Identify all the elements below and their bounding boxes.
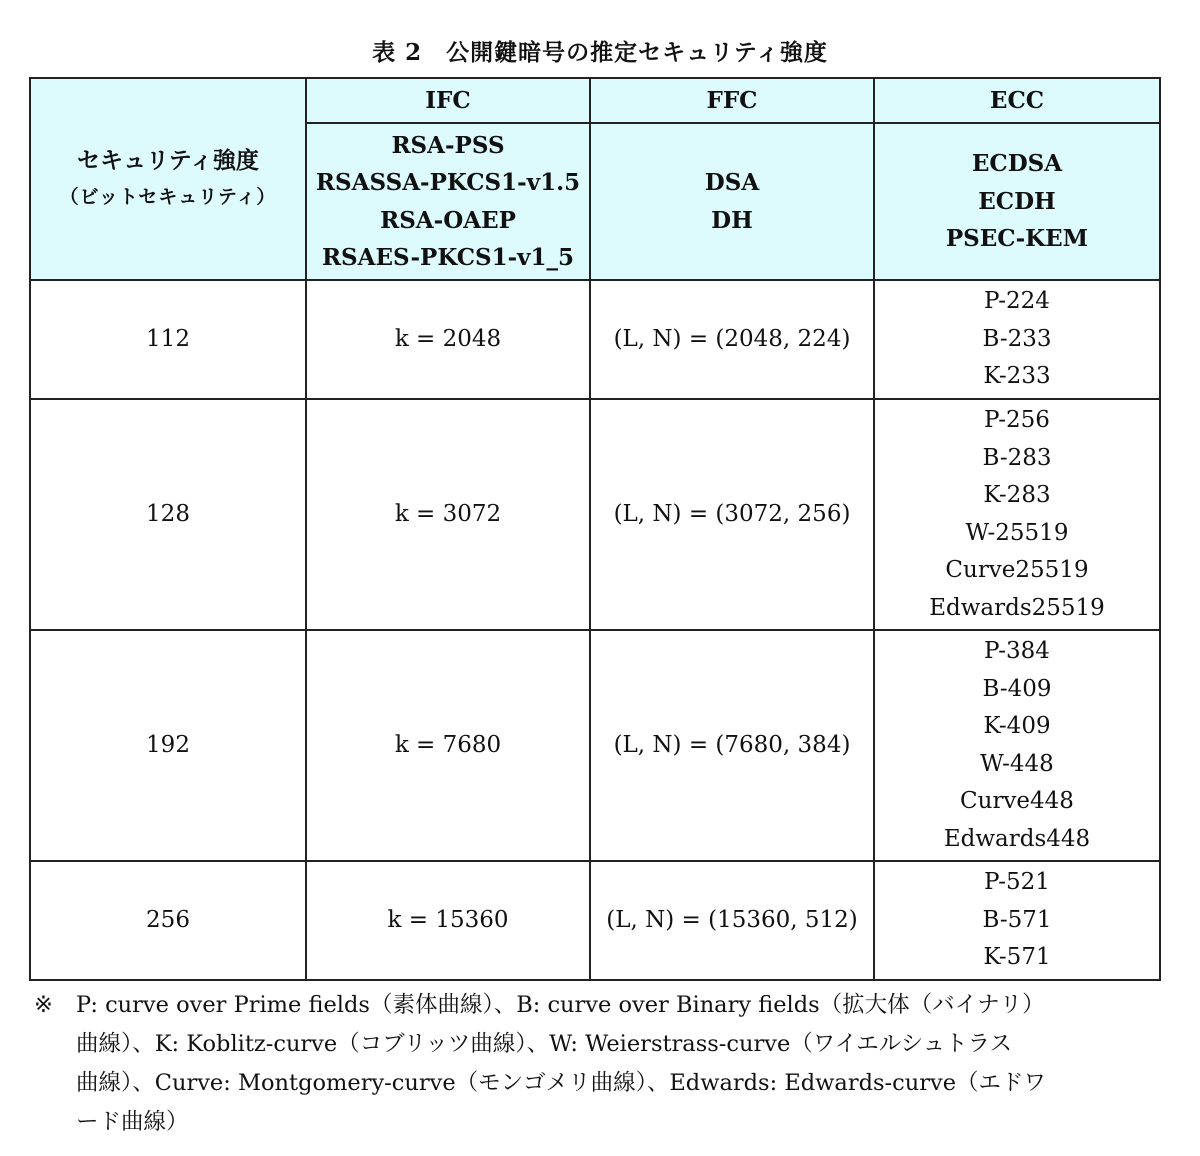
curve-name: W-25519 [965, 519, 1069, 546]
footnote-line: 曲線）、Curve: Montgomery-curve（モンゴメリ曲線）、Edwards: Edwards-curve（エドワ [76, 1070, 1047, 1096]
footnote [34, 986, 1164, 1142]
header-strength-sublabel: （ビットセキュリティ） [59, 186, 277, 208]
curve-name: K-409 [983, 713, 1051, 739]
curve-name: K-571 [983, 944, 1051, 971]
algorithm-name: ECDH [978, 187, 1056, 215]
algorithm-name: RSASSA-PKCS1-v1.5 [315, 169, 581, 196]
footnote-body [76, 986, 1164, 1142]
table-row [30, 630, 1160, 861]
header-group-ecc: ECC [874, 78, 1160, 123]
strength-cell: 256 [30, 861, 306, 980]
algorithm-name: DH [711, 206, 753, 234]
algorithm-name: DSA [704, 169, 760, 196]
curve-name: W-448 [980, 750, 1054, 777]
header-security-strength [30, 78, 306, 280]
curve-name: P-384 [984, 638, 1050, 664]
curve-name: P-224 [984, 288, 1050, 315]
ifc-param-cell: k = 15360 [306, 861, 590, 980]
strength-cell: 192 [30, 630, 306, 861]
curve-name: K-283 [983, 482, 1051, 508]
footnote-mark: ※ [34, 992, 53, 1018]
table-row [30, 280, 1160, 399]
ecc-curves-cell [874, 630, 1160, 861]
header-ecc-algorithms [874, 123, 1160, 280]
table-row [30, 399, 1160, 630]
algorithm-name: PSEC-KEM [945, 225, 1089, 253]
ifc-param-cell: k = 2048 [306, 280, 590, 399]
curve-name: Edwards25519 [929, 594, 1105, 621]
ffc-param-cell: (L, N) = (15360, 512) [590, 861, 874, 980]
footnote-line: 曲線）、K: Koblitz-curve（コブリッツ曲線）、W: Weierstrass-curve（ワイエルシュトラス [76, 1031, 1013, 1057]
strength-cell: 128 [30, 399, 306, 630]
curve-name: K-233 [983, 363, 1051, 390]
curve-name: P-256 [984, 407, 1050, 433]
ffc-param-cell: (L, N) = (3072, 256) [590, 399, 874, 630]
curve-name: Curve448 [960, 788, 1074, 814]
algorithm-name: RSA-PSS [391, 131, 505, 159]
header-group-ifc: IFC [306, 78, 590, 123]
strength-cell: 112 [30, 280, 306, 399]
security-strength-table [29, 77, 1161, 981]
header-ffc-algorithms [590, 123, 874, 280]
curve-name: Curve25519 [945, 557, 1089, 583]
footnote-line: ード曲線） [76, 1109, 189, 1135]
header-group-ffc: FFC [590, 78, 874, 123]
ecc-curves-cell [874, 861, 1160, 980]
ecc-curves-cell [874, 280, 1160, 399]
algorithm-name: ECDSA [971, 150, 1063, 178]
curve-name: B-233 [982, 325, 1052, 352]
curve-name: B-409 [982, 675, 1052, 702]
table-row [30, 861, 1160, 980]
table-caption: 表 2 公開鍵暗号の推定セキュリティ強度 [372, 39, 828, 66]
ifc-param-cell: k = 3072 [306, 399, 590, 630]
ifc-param-cell: k = 7680 [306, 630, 590, 861]
algorithm-name: RSA-OAEP [380, 206, 516, 234]
header-ifc-algorithms [306, 123, 590, 280]
curve-name: B-283 [982, 444, 1052, 471]
curve-name: B-571 [982, 906, 1052, 933]
ecc-curves-cell [874, 399, 1160, 630]
footnote-line: P: curve over Prime fields（素体曲線）、B: curve over Binary fields（拡大体（バイナリ） [76, 992, 1045, 1018]
ffc-param-cell: (L, N) = (2048, 224) [590, 280, 874, 399]
curve-name: Edwards448 [943, 825, 1091, 852]
ffc-param-cell: (L, N) = (7680, 384) [590, 630, 874, 861]
header-strength-label: セキュリティ強度 [77, 146, 259, 174]
algorithm-name: RSAES-PKCS1-v1_5 [321, 244, 575, 271]
curve-name: P-521 [984, 869, 1050, 896]
